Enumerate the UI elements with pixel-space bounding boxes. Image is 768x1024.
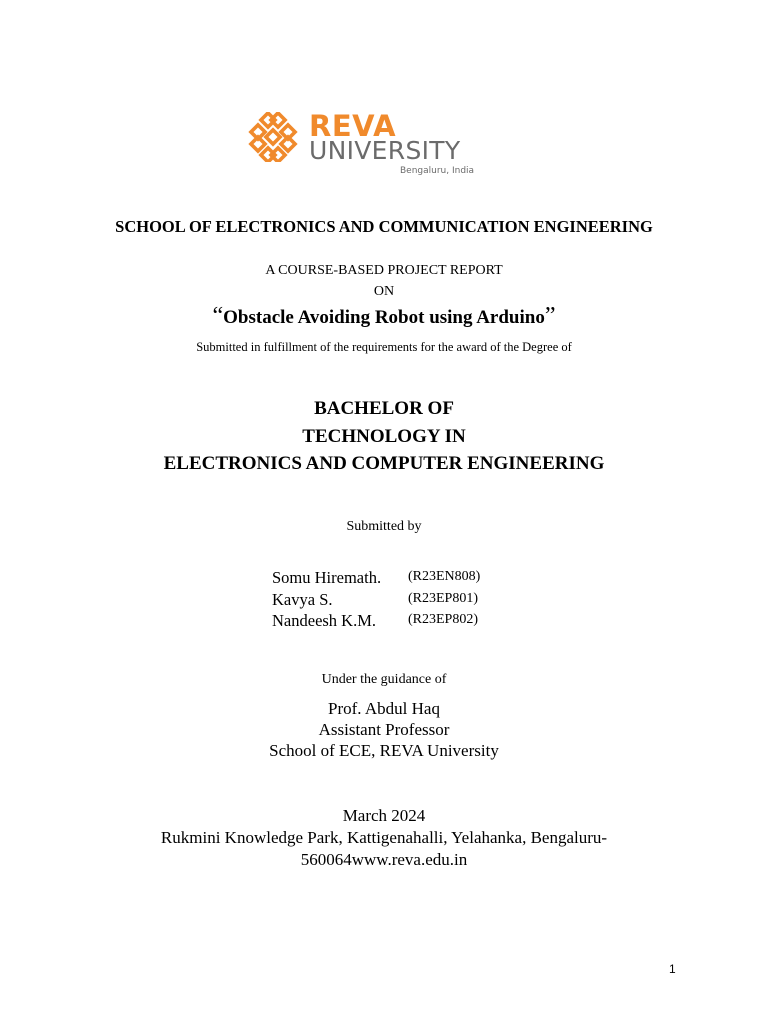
project-title [0, 303, 768, 329]
submitted-for-text: Submitted in fulfillment of the requirements for the award of the Degree of [196, 340, 572, 354]
close-quote: ” [544, 303, 556, 329]
student-usn: (R23EN808) [408, 569, 481, 584]
page-number: 1 [669, 962, 676, 976]
on-label: ON [373, 284, 395, 299]
report-type: A COURSE-BASED PROJECT REPORT [265, 263, 503, 278]
project-title-text: Obstacle Avoiding Robot using Arduino [223, 307, 545, 328]
reva-knot-logo-icon [248, 112, 298, 162]
student-usn: (R23EP801) [408, 591, 478, 606]
open-quote: “ [212, 303, 224, 329]
guidance-label: Under the guidance of [321, 672, 447, 687]
submitted-by-label: Submitted by [346, 519, 422, 534]
degree-line-3: ELECTRONICS AND COMPUTER ENGINEERING [163, 453, 605, 474]
university-logo [248, 108, 478, 178]
logo-university-text: UNIVERSITY [309, 136, 461, 165]
student-name: Nandeesh K.M. [272, 611, 377, 630]
report-date: March 2024 [342, 806, 426, 825]
student-row [272, 590, 532, 612]
student-row [272, 568, 532, 590]
logo-reva-text: REVA [309, 109, 397, 143]
guide-name: Prof. Abdul Haq [328, 699, 440, 718]
address-line-2: 560064www.reva.edu.in [300, 850, 468, 869]
address-line-1: Rukmini Knowledge Park, Kattigenahalli, Yelahanka, Bengaluru- [160, 828, 608, 847]
degree-line-1: BACHELOR OF [314, 398, 454, 419]
student-name: Somu Hiremath. [272, 568, 382, 587]
logo-location-text: Bengaluru, India [400, 166, 475, 176]
guide-designation: Assistant Professor [318, 720, 450, 739]
student-usn: (R23EP802) [408, 612, 478, 627]
guide-department: School of ECE, REVA University [269, 741, 499, 760]
student-row [272, 611, 532, 633]
student-name: Kavya S. [272, 590, 333, 609]
degree-line-2: TECHNOLOGY IN [302, 426, 466, 447]
school-name: SCHOOL OF ELECTRONICS AND COMMUNICATION ENGINEERING [115, 217, 653, 236]
